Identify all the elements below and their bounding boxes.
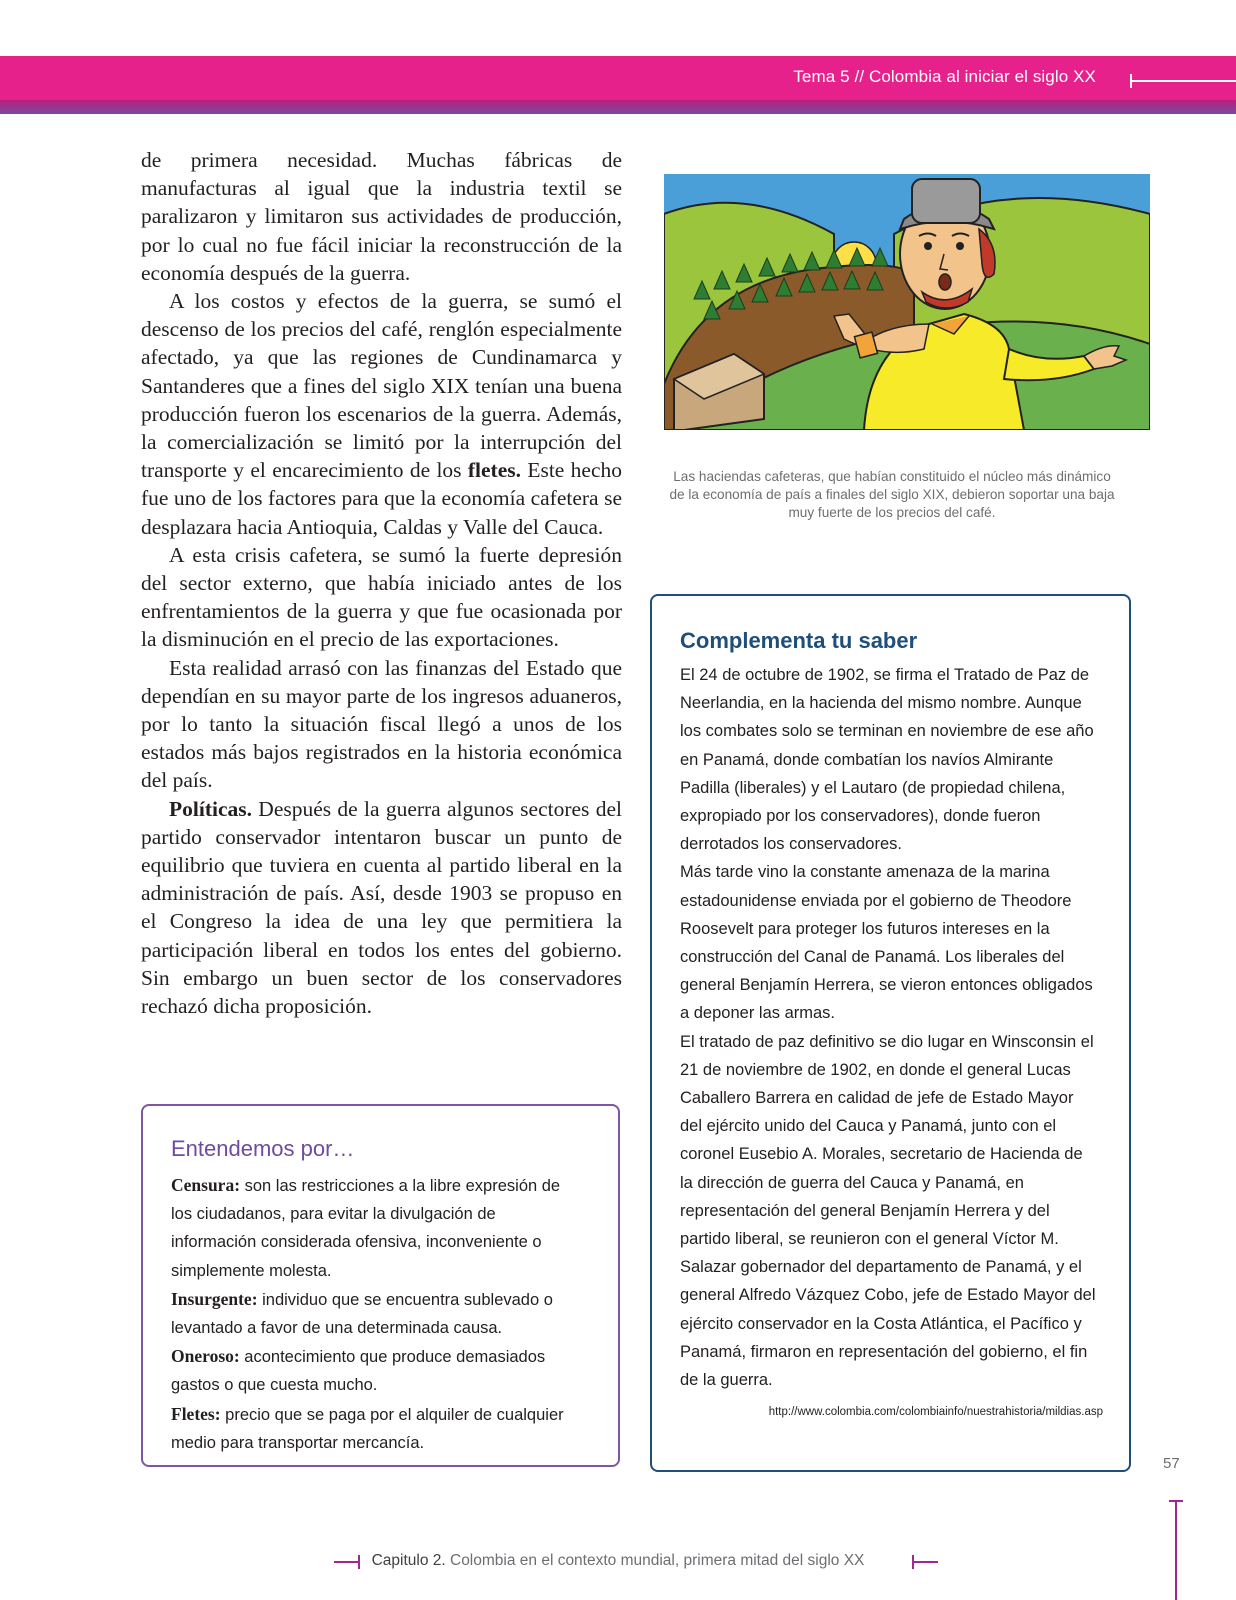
definition-item <box>171 1285 571 1342</box>
paragraph-5-text: Después de la guerra algunos sectores del partido conservador intentaron buscar un punto de equilibrio que tuviera en cuenta al partido liberal en la administración de país. Así, desde 1903 se propuso en el Congreso la idea de una ley que permitiera la participación liberal en todos los entes del gobierno. Sin embargo un buen sector de los conservadores rechazó dicha proposición. <box>141 796 622 1019</box>
header-decoration-line <box>1130 80 1236 82</box>
paragraph-2-bold: fletes. <box>467 458 521 483</box>
definition-item <box>171 1342 571 1399</box>
definition-text: son las restricciones a la libre expresión de los ciudadanos, para evitar la divulgación de información considerada ofensiva, inconveniente o simplemente molesta. <box>171 1177 561 1280</box>
complementa-tu-saber-box <box>650 594 1131 1472</box>
definition-term: Insurgente: <box>171 1288 258 1309</box>
complementa-paragraph-3: El tratado de paz definitivo se dio lugar en Winsconsin el 21 de noviembre de 1902, en donde el general Lucas Caballero Barrera en calidad de jefe de Estado Mayor del ejército unido del Cauca y Panamá, junto con el coronel Eusebio A. Morales, secretario de Hacienda de la dirección de guerra del Cauca y Panamá, en representación del general Benjamín Herrera y del partido liberal, se reunieron con el general Víctor M. Salazar gobernador del departamento de Panamá, y el general Alfredo Vázquez Cobo, jefe de Estado Mayor del ejército conservador en la Costa Atlántica, el Pacífico y Panamá, firmaron en representación del gobierno, el fin de la guerra. <box>680 1032 1096 1390</box>
source-link[interactable]: http://www.colombia.com/colombiainfo/nuestrahistoria/mildias.asp <box>768 1406 1103 1418</box>
definition-text: precio que se paga por el alquiler de cualquier medio para transportar mercancía. <box>171 1405 564 1452</box>
complementa-body <box>680 661 1100 1394</box>
paragraph-2-text: A los costos y efectos de la guerra, se sumó el descenso de los precios del café, renglón especialmente afectado, ya que las regiones de Cundinamarca y Santanderes que a fines del siglo XIX tenían una buena producción fueron los escenarios de la guerra. Además, la comercialización se limitó por la interrupción del transporte y el encarecimiento de los <box>141 289 622 483</box>
figure-caption: Las haciendas cafeteras, que habían constituido el núcleo más dinámico de la economía de país a finales del siglo XIX, debieron soportar una baja muy fuerte de los precios del café. <box>669 469 1115 520</box>
side-decoration-line <box>1175 1500 1177 1600</box>
footer-decoration-right <box>912 1561 938 1563</box>
paragraph-5-bold: Políticas. <box>169 796 252 821</box>
definition-term: Fletes: <box>171 1403 221 1424</box>
paragraph-1: de primera necesidad. Muchas fábricas de manufacturas al igual que la industria textil se paralizaron y limitaron sus actividades de producción, por lo cual no fue fácil iniciar la reconstrucción de la economía después de la guerra. <box>141 148 622 285</box>
definition-item <box>171 1171 571 1285</box>
main-text-column <box>141 146 622 1020</box>
definition-text: individuo que se encuentra sublevado o levantado a favor de una determinada causa. <box>171 1290 553 1338</box>
definitions-list <box>171 1171 571 1457</box>
definition-item <box>171 1400 571 1457</box>
header-title: Tema 5 // Colombia al iniciar el siglo XX <box>793 67 1096 86</box>
coffee-farmer-illustration <box>664 174 1150 430</box>
paragraph-4: Esta realidad arrasó con las finanzas del Estado que dependían en su mayor parte de los ingresos aduaneros, por lo tanto la situación fiscal llegó a unos de los estados más bajos registrados en la historia económica del país. <box>141 655 622 793</box>
definition-text: acontecimiento que produce demasiados gastos o que cuesta mucho. <box>171 1348 546 1395</box>
complementa-paragraph-1: El 24 de octubre de 1902, se firma el Tratado de Paz de Neerlandia, en la hacienda del mismo nombre. Aunque los combates solo se terminan en noviembre de ese año en Panamá, donde combatían los navíos Almirante Padilla (liberales) y el Lautaro (de propiedad chilena, expropiado por los conservadores), donde fueron derrotados los conservadores. <box>680 666 1094 854</box>
paragraph-5 <box>141 795 622 1021</box>
page-number: 57 <box>1163 1455 1180 1472</box>
definition-term: Censura: <box>171 1175 241 1195</box>
paragraph-2-text-end: Este hecho fue uno de los factores para que la economía cafetera se desplazara hacia Antioquia, Caldas y Valle del Cauca. <box>141 458 622 539</box>
complementa-paragraph-2: Más tarde vino la constante amenaza de la marina estadounidense enviada por el gobierno de Theodore Roosevelt para proteger los futuros intereses en la construcción del Canal de Panamá. Los liberales del general Benjamín Herrera, se vieron entonces obligados a deponer las armas. <box>680 863 1093 1023</box>
paragraph-2 <box>141 287 622 541</box>
entendemos-title: Entendemos por… <box>171 1136 355 1161</box>
chapter-title: Colombia en el contexto mundial, primera mitad del siglo XX <box>445 1552 865 1569</box>
definition-term: Oneroso: <box>171 1346 240 1367</box>
chapter-number: Capitulo 2. <box>371 1552 446 1569</box>
complementa-title: Complementa tu saber <box>680 628 918 653</box>
footer-chapter <box>0 1552 1236 1570</box>
entendemos-por-box <box>141 1104 620 1467</box>
paragraph-3: A esta crisis cafetera, se sumó la fuerte depresión del sector externo, que había iniciado antes de los enfrentamientos de la guerra y que fue ocasionada por la disminución en el precio de las exportaciones. <box>141 542 622 652</box>
